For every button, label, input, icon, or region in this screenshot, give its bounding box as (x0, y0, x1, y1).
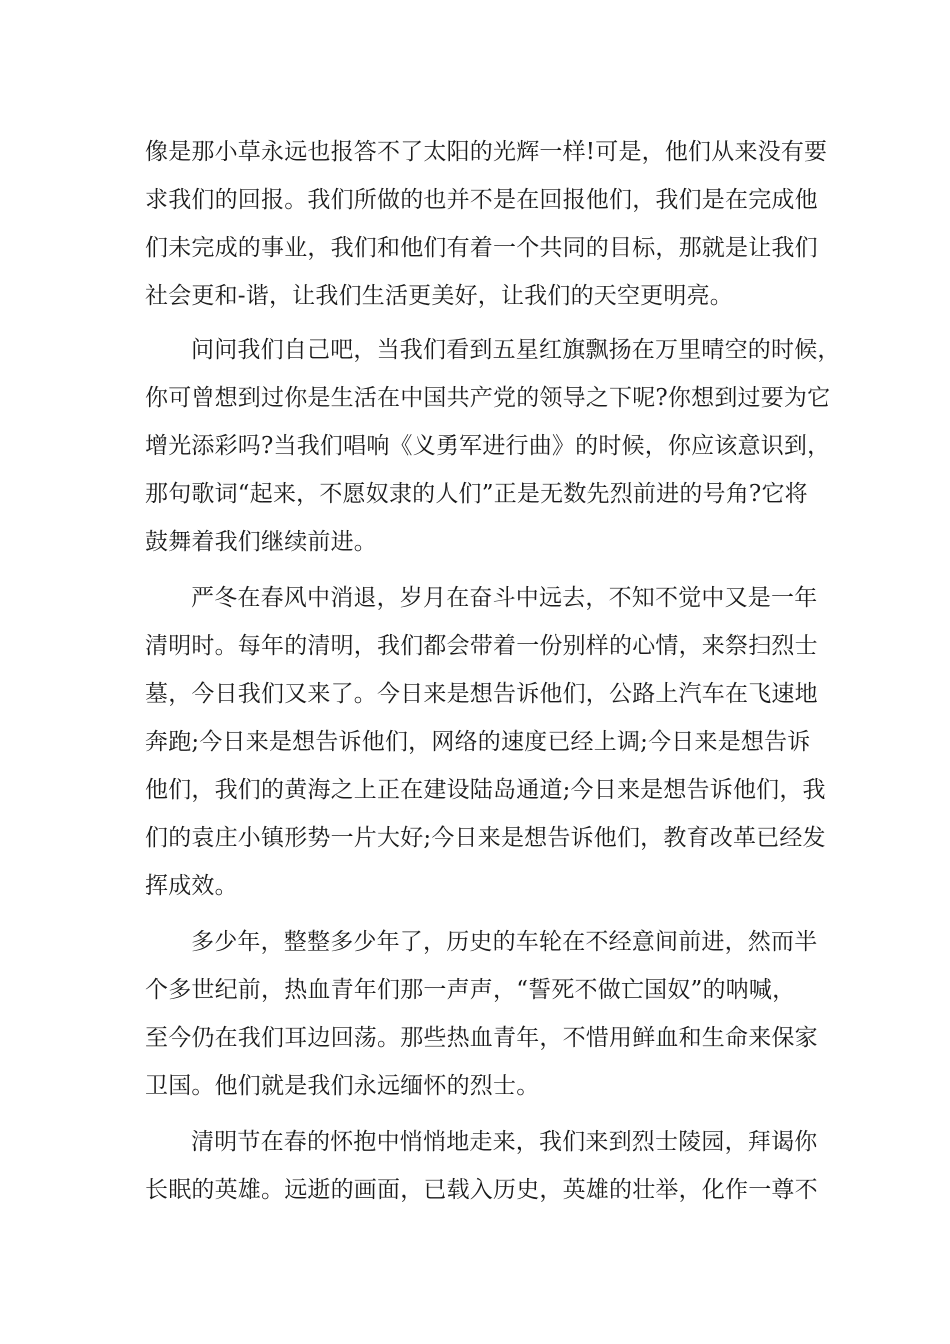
text-line: 鼓舞着我们继续前进。 (145, 529, 377, 555)
text-line: 那句歌词“起来，不愿奴隶的人们”正是无数先烈前进的号角?它将 (145, 481, 808, 507)
text-line: 至今仍在我们耳边回荡。那些热血青年，不惜用鲜血和生命来保家 (145, 1025, 818, 1051)
text-line: 他们，我们的黄海之上正在建设陆岛通道;今日来是想告诉他们，我 (145, 777, 826, 803)
paragraph-first-line: 清明节在春的怀抱中悄悄地走来，我们来到烈士陵园，拜谒你 (191, 1129, 818, 1155)
text-line: 们未完成的事业，我们和他们有着一个共同的目标，那就是让我们 (145, 235, 818, 261)
text-line: 奔跑;今日来是想告诉他们，网络的速度已经上调;今日来是想告诉 (145, 729, 811, 755)
text-line: 增光添彩吗?当我们唱响《义勇军进行曲》的时候，你应该意识到， (145, 433, 831, 459)
paragraph-first-line: 多少年，整整多少年了，历史的车轮在不经意间前进，然而半 (191, 929, 818, 955)
text-line: 清明时。每年的清明，我们都会带着一份别样的心情，来祭扫烈士 (145, 633, 818, 659)
text-line: 个多世纪前，热血青年们那一声声，“誓死不做亡国奴”的呐喊， (145, 977, 796, 1003)
text-line: 求我们的回报。我们所做的也并不是在回报他们，我们是在完成他 (145, 187, 818, 213)
text-line: 社会更和-谐，让我们生活更美好，让我们的天空更明亮。 (145, 283, 733, 309)
text-line: 们的袁庄小镇形势一片大好;今日来是想告诉他们，教育改革已经发 (145, 825, 826, 851)
text-line: 卫国。他们就是我们永远缅怀的烈士。 (145, 1073, 540, 1099)
text-line: 像是那小草永远也报答不了太阳的光辉一样!可是，他们从来没有要 (145, 139, 828, 165)
text-line: 长眠的英雄。远逝的画面，已载入历史，英雄的壮举，化作一尊不 (145, 1177, 818, 1203)
text-line: 挥成效。 (145, 873, 238, 899)
text-line: 墓，今日我们又来了。今日来是想告诉他们，公路上汽车在飞速地 (145, 681, 818, 707)
paragraph-first-line: 严冬在春风中消退，岁月在奋斗中远去，不知不觉中又是一年 (191, 585, 818, 611)
paragraph-first-line: 问问我们自己吧，当我们看到五星红旗飘扬在万里晴空的时候， (191, 337, 841, 363)
text-line: 你可曾想到过你是生活在中国共产党的领导之下呢?你想到过要为它 (145, 385, 831, 411)
